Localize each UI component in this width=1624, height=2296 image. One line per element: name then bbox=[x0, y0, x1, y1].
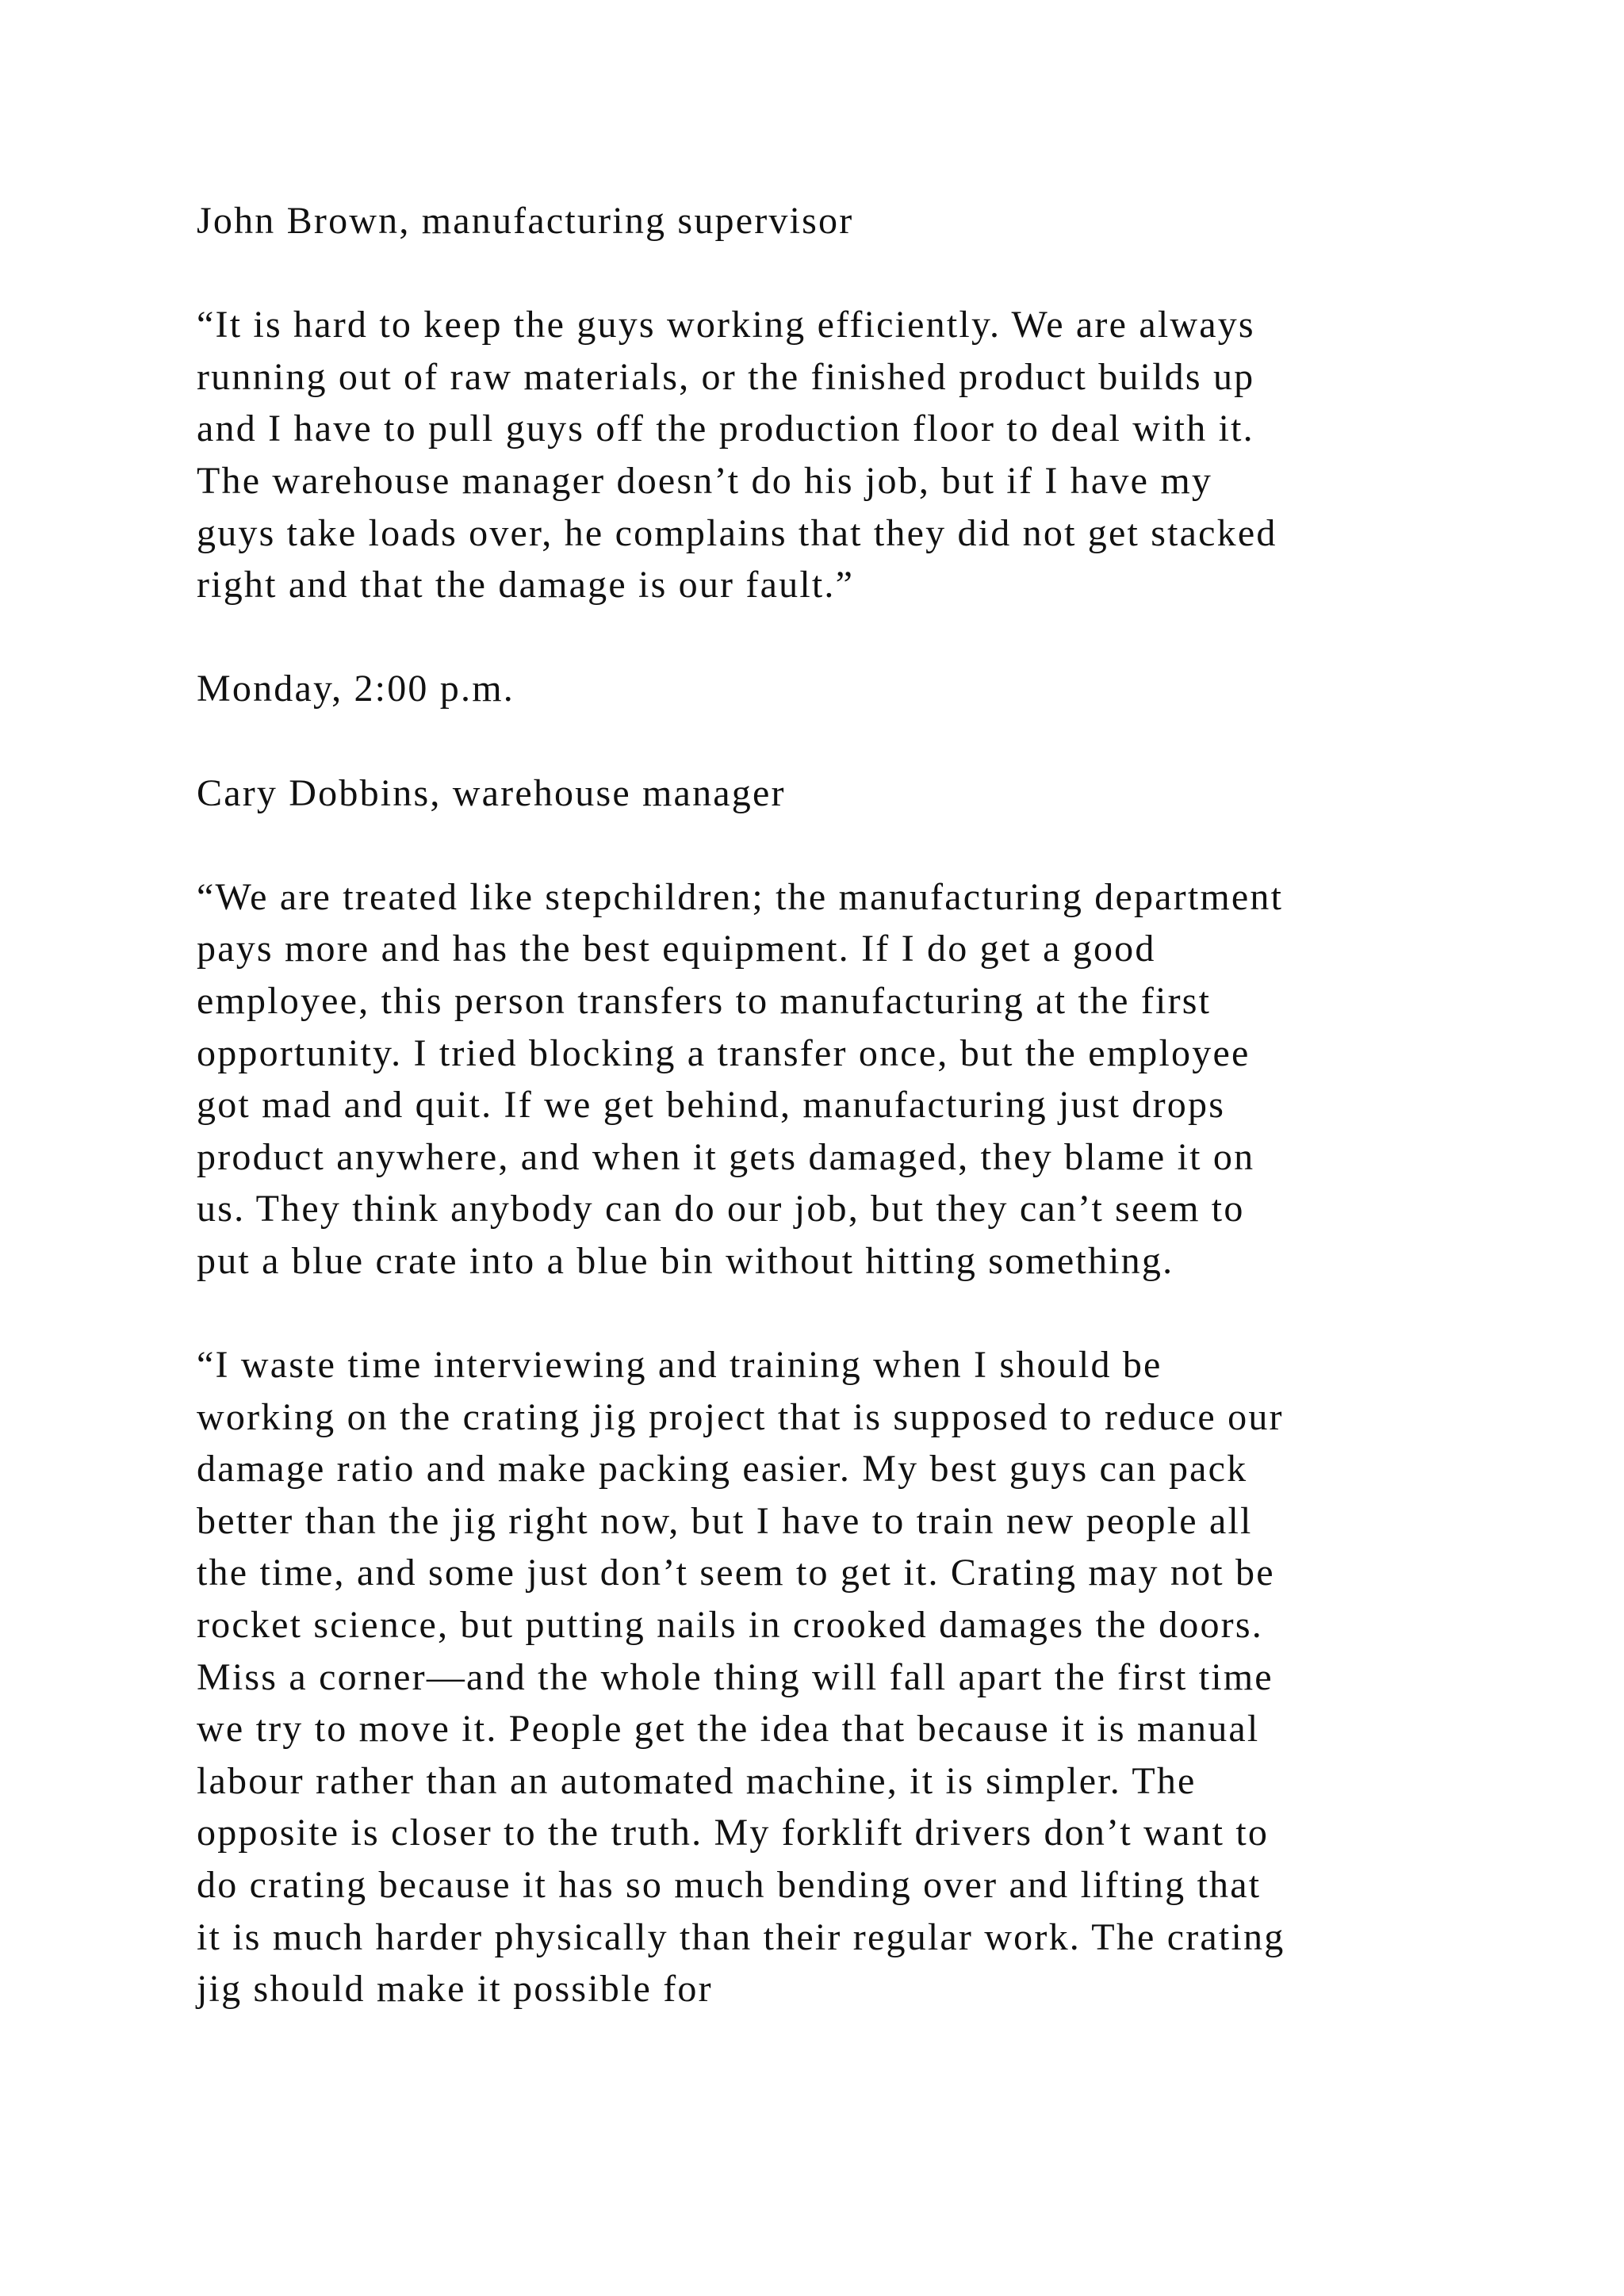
paragraph-spacer bbox=[197, 715, 1450, 767]
paragraph-spacer bbox=[197, 819, 1450, 871]
speaker-heading: John Brown, manufacturing supervisor bbox=[197, 200, 854, 242]
text-line: got mad and quit. If we get behind, manufacturing just drops bbox=[197, 1084, 1226, 1127]
text-line: The warehouse manager doesn’t do his job, but if I have my bbox=[197, 459, 1213, 502]
timestamp-heading: Monday, 2:00 p.m. bbox=[197, 668, 515, 710]
text-line: us. They think anybody can do our job, but they can’t seem to bbox=[197, 1188, 1245, 1230]
text-line: “It is hard to keep the guys working efficiently. We are always bbox=[197, 304, 1255, 346]
text-line: Miss a corner—and the whole thing will fall apart the first time bbox=[197, 1655, 1274, 1698]
text-line: right and that the damage is our fault.” bbox=[197, 564, 855, 607]
text-line: product anywhere, and when it gets damaged, they blame it on bbox=[197, 1135, 1255, 1178]
text-line: put a blue crate into a blue bin without hitting something. bbox=[197, 1239, 1174, 1282]
paragraph-spacer bbox=[197, 611, 1450, 664]
text-line: labour rather than an automated machine, it is simpler. The bbox=[197, 1759, 1197, 1802]
text-line: and I have to pull guys off the production floor to deal with it. bbox=[197, 408, 1254, 450]
text-line: employee, this person transfers to manufacturing at the first bbox=[197, 979, 1212, 1022]
text-line: jig should make it possible for bbox=[197, 1968, 713, 2011]
text-line: guys take loads over, he complains that they did not get stacked bbox=[197, 511, 1277, 554]
text-line: do crating because it has so much bending over and lifting that bbox=[197, 1864, 1262, 1906]
text-line: opposite is closer to the truth. My forklift drivers don’t want to bbox=[197, 1812, 1270, 1854]
speaker-heading: Cary Dobbins, warehouse manager bbox=[197, 771, 786, 814]
paragraph-spacer bbox=[197, 247, 1450, 300]
text-line: we try to move it. People get the idea that because it is manual bbox=[197, 1708, 1260, 1751]
text-line: opportunity. I tried blocking a transfer once, but the employee bbox=[197, 1031, 1251, 1074]
text-line: the time, and some just don’t seem to get it. Crating may not be bbox=[197, 1552, 1275, 1594]
document-body bbox=[197, 195, 1450, 2015]
text-line: running out of raw materials, or the finished product builds up bbox=[197, 355, 1255, 398]
paragraph-spacer bbox=[197, 1287, 1450, 1339]
text-line: rocket science, but putting nails in crooked damages the doors. bbox=[197, 1604, 1263, 1647]
text-line: it is much harder physically than their regular work. The crating bbox=[197, 1915, 1285, 1958]
text-line: better than the jig right now, but I have to train new people all bbox=[197, 1499, 1253, 1542]
text-line: working on the crating jig project that is supposed to reduce our bbox=[197, 1395, 1284, 1438]
text-line: “I waste time interviewing and training when I should be bbox=[197, 1344, 1162, 1387]
text-line: “We are treated like stepchildren; the manufacturing department bbox=[197, 875, 1284, 918]
text-line: damage ratio and make packing easier. My best guys can pack bbox=[197, 1448, 1248, 1490]
text-line: pays more and has the best equipment. If I do get a good bbox=[197, 928, 1156, 970]
